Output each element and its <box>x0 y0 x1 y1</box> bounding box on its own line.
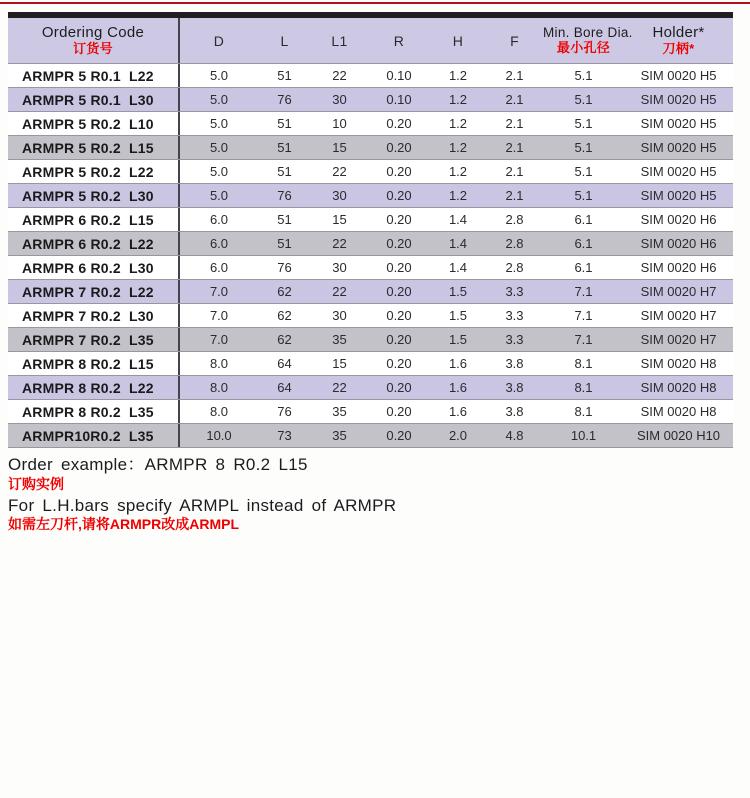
cell-r: 0.20 <box>386 188 412 203</box>
cell-l: 62 <box>277 308 292 323</box>
cell-holder: SIM 0020 H5 <box>640 116 717 131</box>
table-row <box>8 184 733 208</box>
cell-code: ARMPR 8 R0.2 L22 <box>8 376 180 399</box>
cell-h: 2.0 <box>448 428 468 443</box>
cell-f: 2.1 <box>505 116 524 131</box>
cell-l1: 22 <box>332 68 347 83</box>
cell-d: 7.0 <box>209 284 229 299</box>
cell-code: ARMPR 7 R0.2 L30 <box>8 304 180 327</box>
spec-table <box>8 12 733 448</box>
cell-h: 1.2 <box>448 140 468 155</box>
table-row <box>8 160 733 184</box>
cell-h: 1.2 <box>448 116 468 131</box>
cell-min-bore: 5.1 <box>574 116 593 131</box>
cell-f: 2.8 <box>505 260 524 275</box>
cell-f: 3.8 <box>505 380 524 395</box>
cell-f: 2.1 <box>505 140 524 155</box>
cell-min-bore: 6.1 <box>574 212 593 227</box>
cell-holder: SIM 0020 H6 <box>640 260 717 275</box>
cell-d: 5.0 <box>209 68 229 83</box>
cell-r: 0.20 <box>386 332 412 347</box>
column-header-h: H <box>452 32 464 49</box>
cell-holder: SIM 0020 H5 <box>640 140 717 155</box>
cell-d: 10.0 <box>206 428 232 443</box>
cell-holder: SIM 0020 H5 <box>640 92 717 107</box>
cell-l1: 30 <box>332 92 347 107</box>
cell-d: 6.0 <box>209 212 229 227</box>
column-header-min-bore <box>543 25 633 55</box>
table-row <box>8 352 733 376</box>
table-row <box>8 400 733 424</box>
column-header-f: F <box>510 32 519 49</box>
cell-d: 5.0 <box>209 92 229 107</box>
cell-min-bore: 5.1 <box>574 92 593 107</box>
cell-r: 0.20 <box>386 404 412 419</box>
cell-h: 1.4 <box>448 260 468 275</box>
table-row <box>8 280 733 304</box>
cell-code: ARMPR 6 R0.2 L30 <box>8 256 180 279</box>
holder-label-en: Holder* <box>652 24 705 42</box>
cell-l1: 30 <box>332 308 347 323</box>
lh-bars-note-text: For L.H.bars specify ARMPL instead of ARMPR <box>8 495 397 515</box>
cell-d: 5.0 <box>209 164 229 179</box>
cell-h: 1.6 <box>448 380 468 395</box>
cell-h: 1.2 <box>448 188 468 203</box>
cell-f: 3.3 <box>505 284 524 299</box>
cell-l1: 30 <box>332 260 347 275</box>
table-row <box>8 64 733 88</box>
cell-l1: 15 <box>332 140 347 155</box>
cell-l: 51 <box>277 116 292 131</box>
cell-h: 1.5 <box>448 308 468 323</box>
cell-f: 3.3 <box>505 332 524 347</box>
cell-code: ARMPR 5 R0.2 L15 <box>8 136 180 159</box>
cell-d: 7.0 <box>209 308 229 323</box>
cell-l: 62 <box>277 332 292 347</box>
cell-r: 0.20 <box>386 116 412 131</box>
cell-min-bore: 7.1 <box>574 308 593 323</box>
cell-code: ARMPR 5 R0.2 L22 <box>8 160 180 183</box>
cell-min-bore: 6.1 <box>574 260 593 275</box>
cell-r: 0.20 <box>386 428 412 443</box>
cell-r: 0.20 <box>386 236 412 251</box>
cell-code: ARMPR10R0.2 L35 <box>8 424 180 447</box>
cell-holder: SIM 0020 H5 <box>640 164 717 179</box>
cell-holder: SIM 0020 H8 <box>640 380 717 395</box>
cell-l: 62 <box>277 284 292 299</box>
column-header-d: D <box>213 32 225 49</box>
footnotes <box>8 456 396 538</box>
cell-holder: SIM 0020 H7 <box>640 284 717 299</box>
cell-holder: SIM 0020 H5 <box>640 188 717 203</box>
cell-min-bore: 5.1 <box>574 68 593 83</box>
cell-f: 3.3 <box>505 308 524 323</box>
cell-h: 1.2 <box>448 164 468 179</box>
cell-min-bore: 8.1 <box>574 380 593 395</box>
cell-l1: 30 <box>332 188 347 203</box>
cell-d: 6.0 <box>209 236 229 251</box>
cell-l1: 22 <box>332 164 347 179</box>
cell-d: 6.0 <box>209 260 229 275</box>
cell-r: 0.20 <box>386 260 412 275</box>
cell-r: 0.20 <box>386 140 412 155</box>
cell-f: 2.1 <box>505 92 524 107</box>
cell-l1: 22 <box>332 236 347 251</box>
cell-f: 2.1 <box>505 164 524 179</box>
cell-f: 3.8 <box>505 404 524 419</box>
cell-holder: SIM 0020 H6 <box>640 236 717 251</box>
cell-f: 2.1 <box>505 68 524 83</box>
cell-min-bore: 5.1 <box>574 188 593 203</box>
cell-code: ARMPR 7 R0.2 L22 <box>8 280 180 303</box>
holder-label-cn: 刀柄* <box>662 40 695 56</box>
cell-code: ARMPR 6 R0.2 L15 <box>8 208 180 231</box>
cell-holder: SIM 0020 H7 <box>640 308 717 323</box>
cell-l: 51 <box>277 236 292 251</box>
cell-holder: SIM 0020 H7 <box>640 332 717 347</box>
cell-code: ARMPR 8 R0.2 L35 <box>8 400 180 423</box>
table-body <box>8 64 733 448</box>
cell-h: 1.2 <box>448 92 468 107</box>
cell-l1: 35 <box>332 332 347 347</box>
cell-l: 51 <box>277 140 292 155</box>
cell-d: 5.0 <box>209 116 229 131</box>
cell-d: 8.0 <box>209 380 229 395</box>
cell-r: 0.10 <box>386 92 412 107</box>
cell-r: 0.20 <box>386 164 412 179</box>
table-row <box>8 424 733 448</box>
min-bore-label-en: Min. Bore Dia. <box>543 25 633 41</box>
cell-l: 76 <box>277 92 292 107</box>
cell-l: 51 <box>277 68 292 83</box>
table-row <box>8 88 733 112</box>
cell-l: 73 <box>277 428 292 443</box>
table-row <box>8 136 733 160</box>
cell-f: 2.1 <box>505 188 524 203</box>
cell-f: 2.8 <box>505 236 524 251</box>
cell-l1: 15 <box>332 212 347 227</box>
cell-d: 5.0 <box>209 188 229 203</box>
cell-min-bore: 7.1 <box>574 284 593 299</box>
table-row <box>8 112 733 136</box>
order-example-text-cn: 订购实例 <box>8 475 64 492</box>
cell-l: 51 <box>277 212 292 227</box>
cell-l: 64 <box>277 356 292 371</box>
cell-h: 1.2 <box>448 68 468 83</box>
cell-min-bore: 8.1 <box>574 404 593 419</box>
cell-l1: 15 <box>332 356 347 371</box>
cell-code: ARMPR 5 R0.2 L10 <box>8 112 180 135</box>
cell-holder: SIM 0020 H10 <box>636 428 721 443</box>
cell-min-bore: 8.1 <box>574 356 593 371</box>
cell-l: 64 <box>277 380 292 395</box>
ordering-code-label-cn: 订货号 <box>73 40 113 56</box>
cell-r: 0.20 <box>386 284 412 299</box>
cell-d: 8.0 <box>209 404 229 419</box>
cell-l: 76 <box>277 260 292 275</box>
cell-code: ARMPR 5 R0.1 L30 <box>8 88 180 111</box>
column-header-r: R <box>393 32 405 49</box>
cell-min-bore: 7.1 <box>574 332 593 347</box>
cell-r: 0.20 <box>386 356 412 371</box>
cell-l: 76 <box>277 188 292 203</box>
cell-h: 1.4 <box>448 212 468 227</box>
column-header-holder <box>624 24 733 56</box>
cell-l: 51 <box>277 164 292 179</box>
cell-f: 3.8 <box>505 356 524 371</box>
cell-l: 76 <box>277 404 292 419</box>
cell-h: 1.4 <box>448 236 468 251</box>
table-row <box>8 232 733 256</box>
cell-f: 2.8 <box>505 212 524 227</box>
cell-f: 4.8 <box>505 428 524 443</box>
order-example-text: Order example：ARMPR 8 R0.2 L15 <box>8 455 308 474</box>
cell-code: ARMPR 5 R0.2 L30 <box>8 184 180 207</box>
cell-code: ARMPR 6 R0.2 L22 <box>8 232 180 255</box>
cell-l1: 35 <box>332 428 347 443</box>
ordering-code-label-en: Ordering Code <box>41 24 145 42</box>
cell-min-bore: 10.1 <box>570 428 597 443</box>
cell-min-bore: 5.1 <box>574 164 593 179</box>
cell-code: ARMPR 5 R0.1 L22 <box>8 64 180 87</box>
cell-r: 0.10 <box>386 68 412 83</box>
column-header-l1: L1 <box>331 32 348 49</box>
table-header-row <box>8 18 733 64</box>
cell-l1: 35 <box>332 404 347 419</box>
cell-holder: SIM 0020 H8 <box>640 356 717 371</box>
cell-l1: 22 <box>332 284 347 299</box>
cell-d: 8.0 <box>209 356 229 371</box>
cell-h: 1.6 <box>448 356 468 371</box>
table-row <box>8 304 733 328</box>
table-row <box>8 208 733 232</box>
table-row <box>8 376 733 400</box>
top-divider-rule <box>0 2 750 4</box>
lh-bars-note-text-cn: 如需左刀杆,请将ARMPR改成ARMPL <box>8 516 239 533</box>
cell-holder: SIM 0020 H6 <box>640 212 717 227</box>
cell-min-bore: 6.1 <box>574 236 593 251</box>
cell-l1: 10 <box>332 116 347 131</box>
column-header-ordering-code <box>8 18 180 63</box>
cell-min-bore: 5.1 <box>574 140 593 155</box>
cell-holder: SIM 0020 H8 <box>640 404 717 419</box>
cell-r: 0.20 <box>386 380 412 395</box>
table-row <box>8 256 733 280</box>
cell-code: ARMPR 8 R0.2 L15 <box>8 352 180 375</box>
cell-h: 1.5 <box>448 284 468 299</box>
cell-h: 1.6 <box>448 404 468 419</box>
cell-r: 0.20 <box>386 308 412 323</box>
cell-d: 7.0 <box>209 332 229 347</box>
cell-holder: SIM 0020 H5 <box>640 68 717 83</box>
cell-d: 5.0 <box>209 140 229 155</box>
cell-code: ARMPR 7 R0.2 L35 <box>8 328 180 351</box>
min-bore-label-cn: 最小孔径 <box>556 39 611 55</box>
table-row <box>8 328 733 352</box>
cell-h: 1.5 <box>448 332 468 347</box>
cell-r: 0.20 <box>386 212 412 227</box>
cell-l1: 22 <box>332 380 347 395</box>
column-header-l: L <box>280 32 289 49</box>
